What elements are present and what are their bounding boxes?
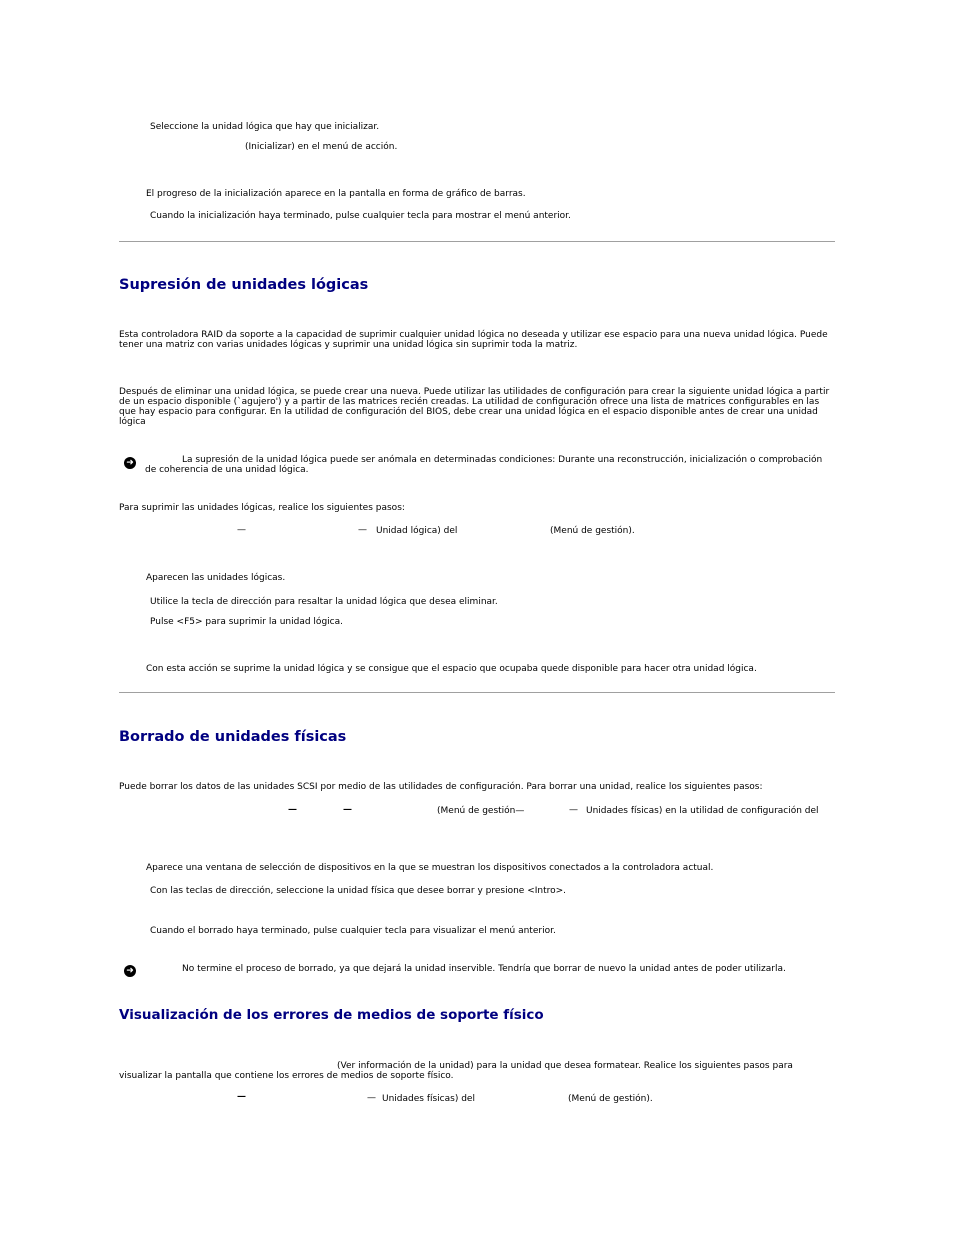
init-step-2: (Inicializar) en el menú de acción. (245, 142, 398, 152)
init-step-done: Cuando la inicialización haya terminado, pulse cualquier tecla para mostrar el menú anterior. (150, 211, 571, 221)
delete-step3-result: Con esta acción se suprime la unidad lógica y se consigue que el espacio que ocupaba quede disponible para hacer otra unidad lógica. (146, 664, 757, 674)
delete-step1-mid: Unidad lógica) del (376, 526, 458, 536)
init-progress-text: El progreso de la inicialización aparece en la pantalla en forma de gráfico de barras. (146, 189, 526, 199)
errors-step1-mid: Unidades físicas) del (382, 1094, 475, 1104)
delete-step1-dash-2: — (358, 525, 367, 535)
delete-step1-tail: (Menú de gestión). (550, 526, 635, 536)
clear-intro: Puede borrar los datos de las unidades SCSI por medio de las utilidades de configuración. Para borrar una unidad, realice los siguientes pasos: (119, 782, 763, 792)
clear-step-2: Con las teclas de dirección, seleccione la unidad física que desee borrar y presione <Intro>. (150, 886, 567, 896)
clear-step-done: Cuando el borrado haya terminado, pulse cualquier tecla para visualizar el menú anterior. (150, 926, 556, 936)
clear-step1-dash-1: — (288, 805, 297, 815)
delete-para-2: Después de eliminar una unidad lógica, se puede crear una nueva. Puede utilizar las utilidades de configuración para crear la siguiente unidad lógica a partir de un espacio disponible (`agujero') y a partir de las matrices recién creadas. La utilidad de configuración ofrece una lista de matrices configurables en las que hay espacio para configurar. En la utilidad de configuración del BIOS, debe crear una unidad lógica en el espacio disponible antes de crear una unidad lógica (119, 387, 830, 427)
section-divider (119, 692, 835, 693)
section-divider (119, 241, 835, 242)
notice-icon: ➜ (124, 457, 136, 469)
errors-step1-dash-1: — (237, 1092, 246, 1102)
init-step-1: Seleccione la unidad lógica que hay que inicializar. (150, 122, 380, 132)
delete-para-1: Esta controladora RAID da soporte a la capacidad de suprimir cualquier unidad lógica no deseada y utilizar ese espacio para una nueva unidad lógica. Puede tener una matriz con varias unidades lógicas y suprimir una unidad lógica sin suprimir toda la matriz. (119, 330, 828, 350)
section-title-clear: Borrado de unidades físicas (119, 729, 347, 745)
clear-step1-dash-3: — (569, 805, 578, 815)
delete-step1-dash-1: — (237, 525, 246, 535)
delete-step1-result: Aparecen las unidades lógicas. (146, 573, 286, 583)
clear-step1-result: Aparece una ventana de selección de dispositivos en la que se muestran los dispositivos conectados a la controladora actual. (146, 863, 714, 873)
errors-step1-dash-2: — (367, 1093, 376, 1103)
section-title-errors: Visualización de los errores de medios de soporte físico (119, 1007, 544, 1023)
delete-notice: La supresión de la unidad lógica puede ser anómala en determinadas condiciones: Durante una reconstrucción, inicialización o comprobación de coherencia de una unidad lógica. (145, 455, 823, 475)
clear-step1-tail: Unidades físicas) en la utilidad de configuración del (586, 806, 819, 816)
clear-notice: No termine el proceso de borrado, ya que dejará la unidad inservible. Tendría que borrar de nuevo la unidad antes de poder utilizarla. (182, 964, 786, 974)
section-title-delete: Supresión de unidades lógicas (119, 277, 369, 293)
notice-icon: ➜ (124, 965, 136, 977)
delete-step-3: Pulse <F5> para suprimir la unidad lógica. (150, 617, 343, 627)
clear-step1-mid: (Menú de gestión— (437, 806, 525, 816)
delete-intro: Para suprimir las unidades lógicas, realice los siguientes pasos: (119, 503, 405, 513)
errors-step1-tail: (Menú de gestión). (568, 1094, 653, 1104)
clear-step1-dash-2: — (343, 805, 352, 815)
errors-para: (Ver información de la unidad) para la unidad que desea formatear. Realice los siguientes pasos para visualizar la pantalla que contiene los errores de medios de soporte físico. (119, 1061, 793, 1081)
delete-step-2: Utilice la tecla de dirección para resaltar la unidad lógica que desea eliminar. (150, 597, 498, 607)
